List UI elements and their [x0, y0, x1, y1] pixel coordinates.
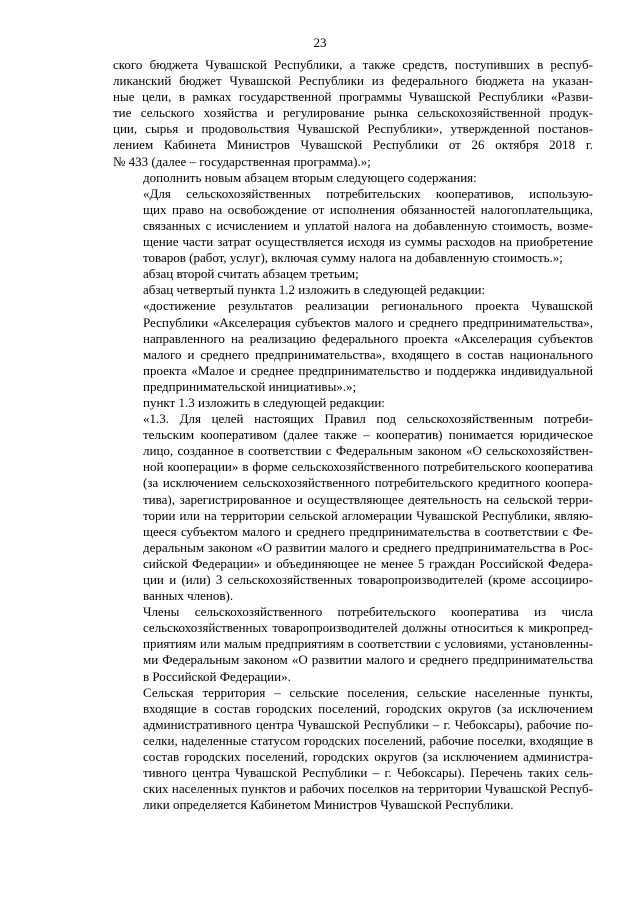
paragraph [113, 186, 593, 266]
text-line: в Российской Федерации». [143, 668, 291, 684]
text-line: приятиям или малым предприятиям в соответствии с условиями, установленны- [143, 636, 593, 652]
paragraph [113, 282, 593, 298]
text-line: ских населенных пунктов и рабочих поселков на территории Чувашской Респуб- [143, 781, 593, 797]
text-line: связанных с исчислением и уплатой налога на добавленную стоимость, возме- [143, 217, 593, 233]
text-line: № 433 (далее – государственная программа).»; [113, 153, 371, 169]
text-line: щение части затрат осуществляется исходя из суммы расходов на приобретение [143, 234, 593, 250]
text-line: лики определяется Кабинетом Министров Чувашской Республики. [143, 797, 514, 813]
text-line: ского бюджета Чувашской Республики, а также средств, поступивших в респуб- [113, 57, 593, 72]
paragraph [113, 395, 593, 411]
text-line: ванных членов). [143, 588, 234, 604]
paragraph [113, 298, 593, 395]
text-line: малого и среднего предпринимательства», входящего в состав национального [143, 346, 593, 362]
text-line: административного центра Чувашской Республики – г. Чебоксары), рабочие по- [143, 716, 593, 732]
paragraph [113, 685, 593, 814]
text-line: щееся субъектом малого и среднего предпринимательства в соответствии с Фе- [143, 523, 593, 539]
text-line: тивного центра Чувашской Республики – г. Чебоксары). Перечень таких сель- [143, 765, 593, 781]
paragraph [113, 411, 593, 604]
text-line: ми Федеральным законом «О развитии малого и среднего предпринимательства [143, 652, 593, 668]
text-line: сельскохозяйственных товаропроизводителей должны относиться к микропред- [143, 620, 593, 636]
text-line: Члены сельскохозяйственного потребительского кооператива из числа [143, 604, 593, 620]
text-line: абзац четвертый пункта 1.2 изложить в следующей редакции: [143, 282, 486, 298]
document-body [113, 57, 593, 813]
text-line: направленного на реализацию федерального проекта «Акселерация субъектов [143, 330, 593, 346]
text-line: пункт 1.3 изложить в следующей редакции: [143, 394, 385, 410]
text-line: абзац второй считать абзацем третьим; [143, 266, 359, 282]
text-line: Республики «Акселерация субъектов малого и среднего предпринимательства», [143, 314, 593, 330]
text-line: состав городских поселений, городских округов (за исключением администра- [143, 749, 593, 765]
text-line: лением Кабинета Министров Чувашской Республики от 26 октября 2018 г. [113, 137, 593, 153]
text-line: ной кооперации» в форме сельскохозяйственного потребительского кооператива [143, 459, 593, 475]
text-line: дополнить новым абзацем вторым следующего содержания: [143, 169, 477, 185]
text-line: селки, наделенные статусом городских поселений, рабочие поселки, входящие в [143, 732, 593, 748]
paragraph [113, 604, 593, 684]
text-line: сийской Федерации» и объединяющее не менее 5 граждан Российской Федера- [143, 555, 593, 571]
paragraph [113, 57, 593, 170]
text-line: предпринимательской инициативы».»; [143, 378, 357, 394]
text-line: деральным законом «О развитии малого и среднего предпринимательства в Рос- [143, 539, 593, 555]
text-line: проекта «Малое и среднее предпринимательство и поддержка индивидуальной [143, 362, 593, 378]
paragraph [113, 170, 593, 186]
text-line: тельским кооперативом (далее также – кооператив) понимается юридическое [143, 427, 593, 443]
paragraph [113, 266, 593, 282]
text-line: (за исключением сельскохозяйственного потребительского кредитного коопера- [143, 475, 593, 491]
text-line: товаров (работ, услуг), включая сумму налога на добавленную стоимость.»; [143, 250, 563, 266]
text-line: щих право на освобождение от исполнения обязанностей налогоплательщика, [143, 201, 593, 217]
page-number: 23 [313, 35, 327, 50]
text-line: ные цели, в рамках государственной программы Чувашской Республики «Разви- [113, 89, 593, 105]
text-line: входящие в состав городских поселений, городских округов (за исключением [143, 700, 593, 716]
text-line: «Для сельскохозяйственных потребительских кооперативов, использую- [143, 185, 593, 201]
text-line: тории или на территории сельской агломерации Чувашской Республики, являю- [143, 507, 593, 523]
text-line: Сельская территория – сельские поселения, сельские населенные пункты, [143, 684, 593, 700]
text-line: ции и (или) 3 сельскохозяйственных товаропроизводителей (кроме ассоцииро- [143, 572, 593, 587]
text-line: ликанский бюджет Чувашской Республики из федерального бюджета на указан- [113, 73, 593, 89]
text-line: «достижение результатов реализации регионального проекта Чувашской [143, 298, 593, 314]
text-line: тива), зарегистрированное и осуществляющее деятельность на сельской терри- [143, 491, 593, 507]
text-line: «1.3. Для целей настоящих Правил под сельскохозяйственным потреби- [143, 411, 593, 427]
text-line: тие сельского хозяйства и регулирование рынка сельскохозяйственной продук- [113, 105, 593, 121]
text-line: ции, сырья и продовольствия Чувашской Республики», утвержденной постанов- [113, 121, 593, 137]
text-line: лицо, созданное в соответствии с Федеральным законом «О сельскохозяйствен- [143, 443, 593, 459]
